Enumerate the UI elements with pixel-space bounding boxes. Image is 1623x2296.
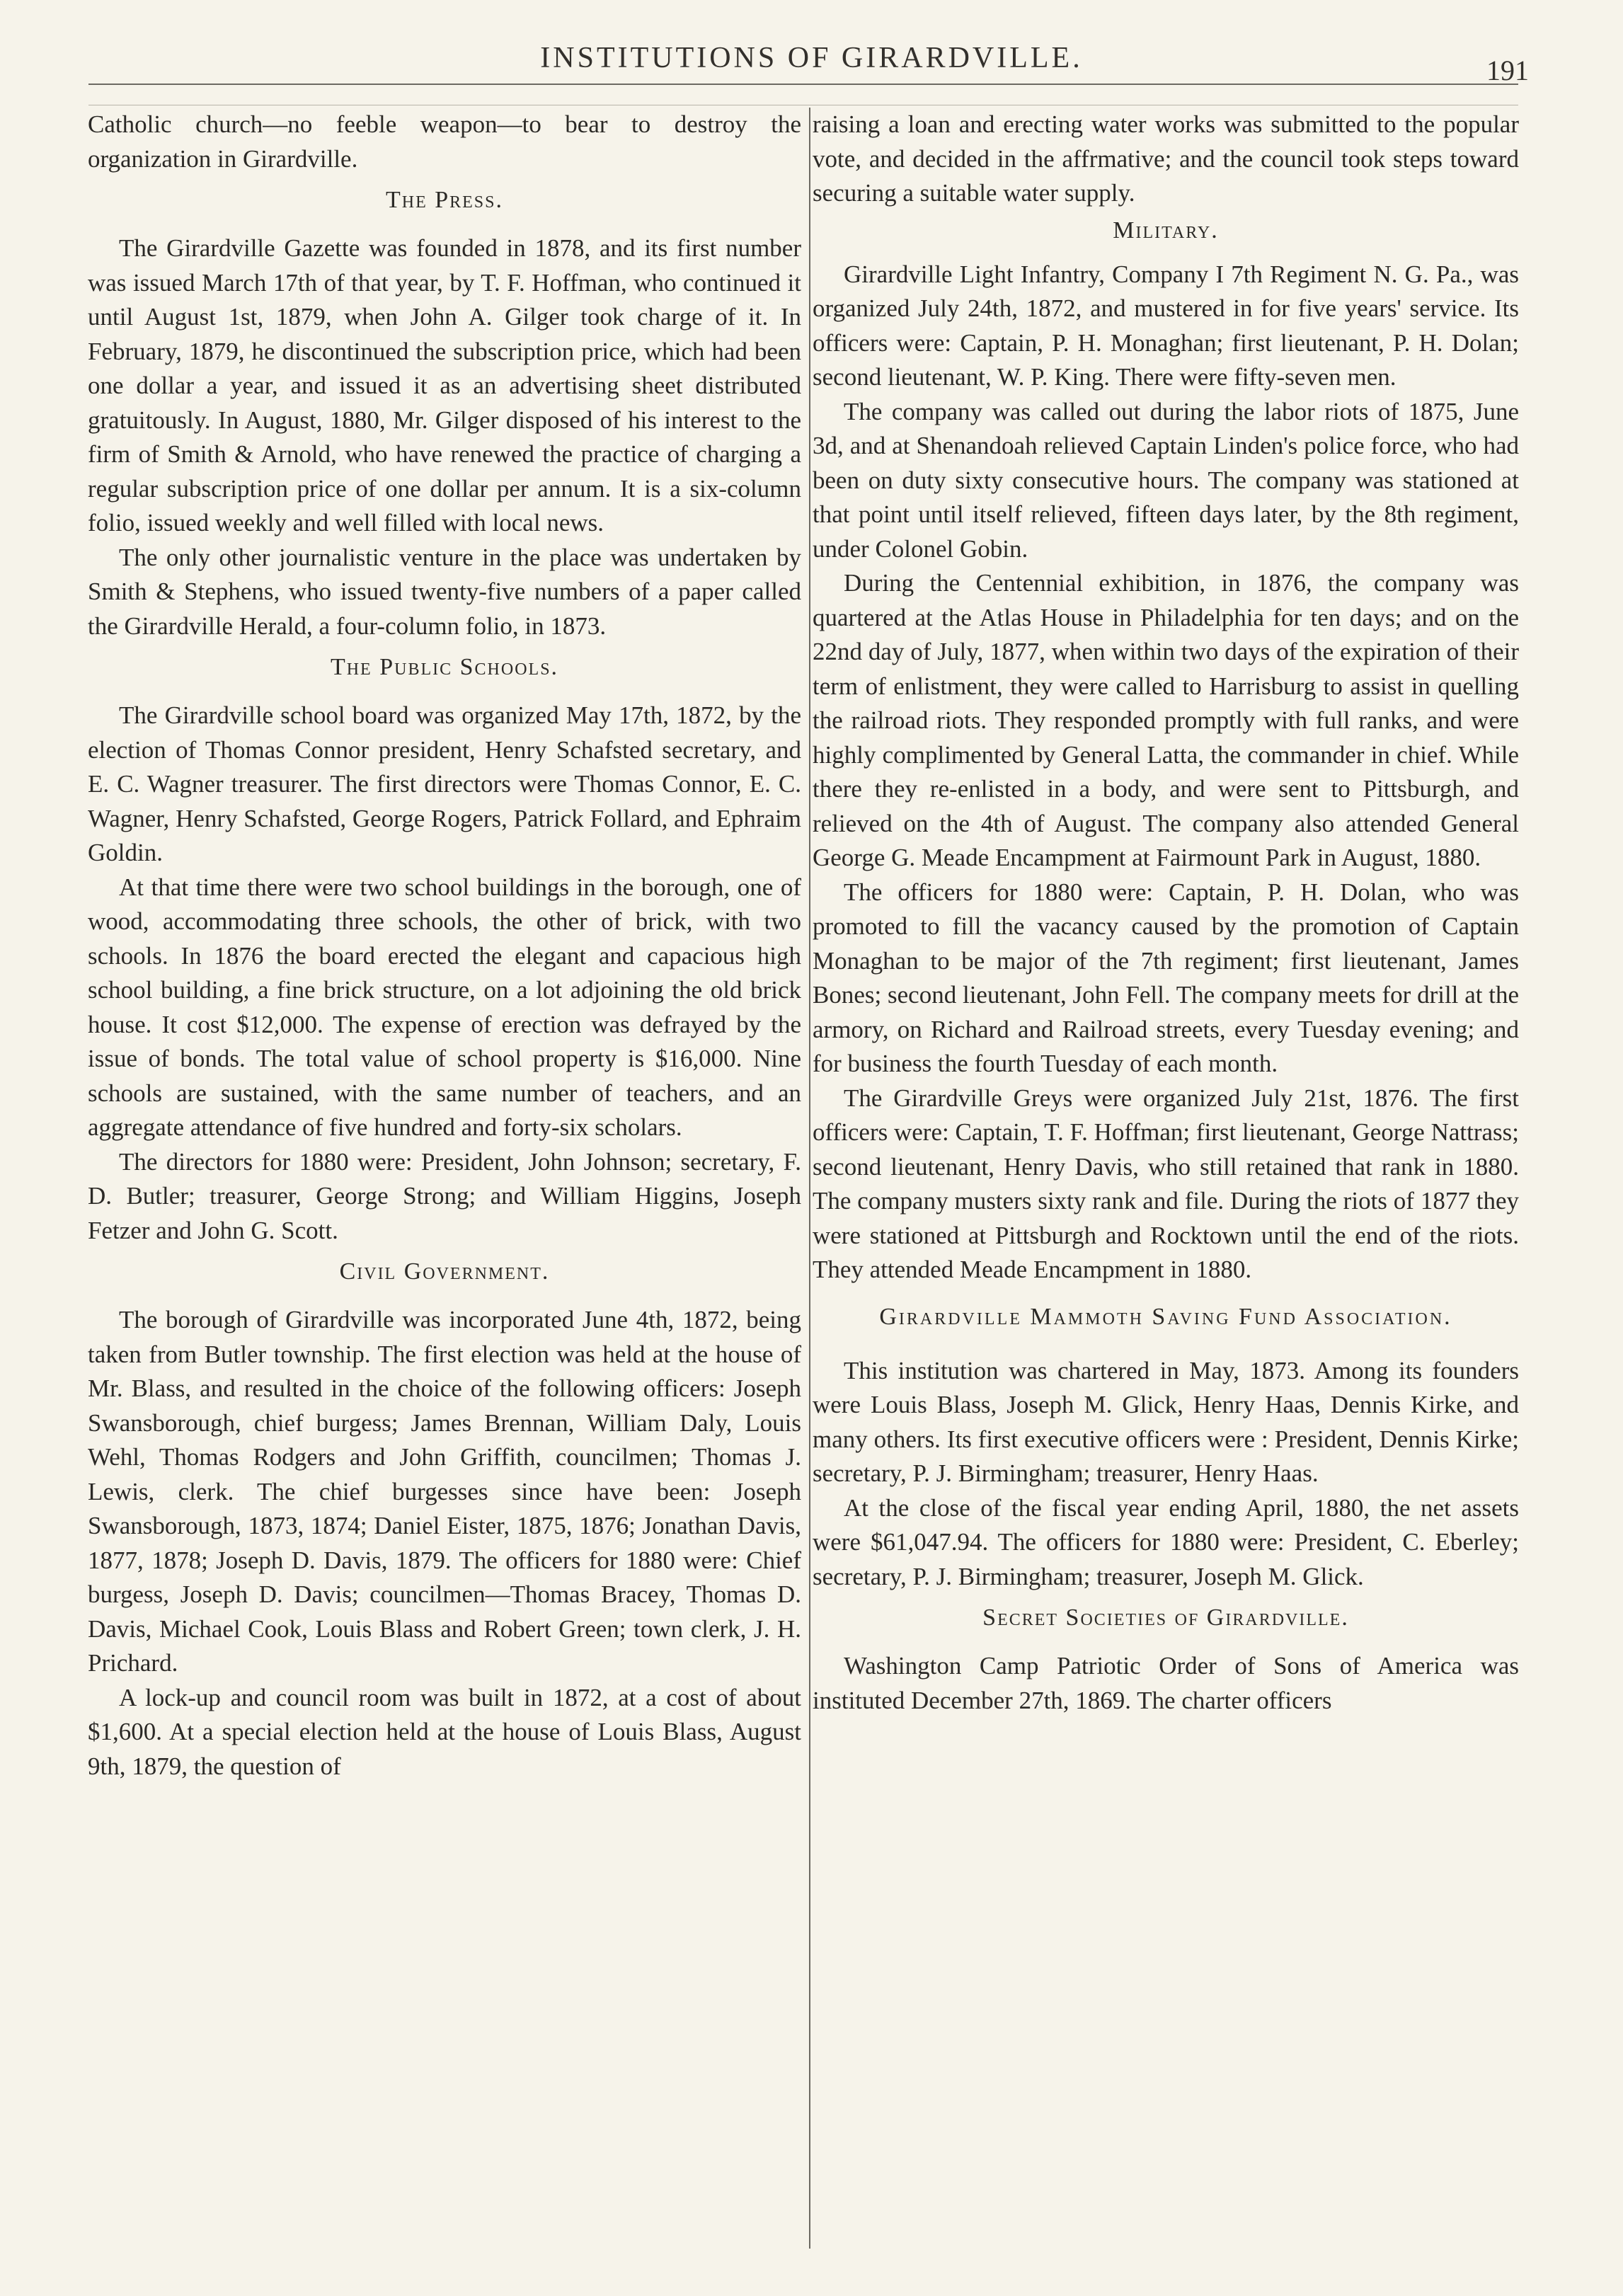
header-rule	[88, 84, 1518, 85]
heading-public-schools: The Public Schools.	[330, 654, 559, 680]
paragraph-schools-3: The directors for 1880 were: President, John Johnson; secretary, F. D. Butler; treasurer, George Strong; and William Higgins, Joseph Fetzer and John G. Scott.	[88, 1147, 801, 1244]
heading-press: The Press.	[385, 187, 504, 213]
heading-secret-societies: Secret Societies of Girardville.	[982, 1605, 1349, 1631]
left-column	[88, 108, 801, 1784]
paragraph-military-3: During the Centennial exhibition, in 1876, the company was quartered at the Atlas House in Philadelphia for ten days; and on the 22nd day of July, 1877, when within two days of the expiration of their term of enlistment, they were called to Harrisburg to assist in quelling the railroad riots. They responded promptly with full ranks, and were highly complimented by General Latta, the commander in chief. While there they re-enlisted in a body, and were sent to Pittsburgh, and relieved on the 4th of August. The company also attended General George G. Meade Encampment at Fairmount Park in August, 1880.	[813, 569, 1519, 871]
heading-civil-government: Civil Government.	[339, 1258, 550, 1285]
paragraph-civil-1: The borough of Girardville was incorporated June 4th, 1872, being taken from Butler township. The first election was held at the house of Mr. Blass, and resulted in the choice of the following officers: Joseph Swansborough, chief burgess; James Brennan, William Daly, Louis Wehl, Thomas Rodgers and John Griffith, councilmen; Thomas J. Lewis, clerk. The chief burgesses since have been: Joseph Swansborough, 1873, 1874; Daniel Eister, 1875, 1876; Jonathan Davis, 1877, 1878; Joseph D. Davis, 1879. The officers for 1880 were: Chief burgess, Joseph D. Davis; councilmen—Thomas Bracey, Thomas D. Davis, Michael Cook, Louis Blass and Robert Green; town clerk, J. H. Prichard.	[88, 1306, 801, 1677]
paragraph-military-5: The Girardville Greys were organized July 21st, 1876. The first officers were: Captain, T. F. Hoffman; first lieutenant, George Nattrass; second lieutenant, Henry Davis, who still retained that rank in 1880. The company musters sixty rank and file. During the riots of 1877 they were stationed at Pittsburgh and Rocktown until the end of the riots. They attended Meade Encampment in 1880.	[813, 1084, 1519, 1283]
paragraph-press-1: The Girardville Gazette was founded in 1878, and its first number was issued March 17th of that year, by T. F. Hoffman, who continued it until August 1st, 1879, when John A. Gilger took charge of it. In February, 1879, he discontinued the subscription price, which had been one dollar a year, and issued it as an advertising sheet distributed gratuitously. In August, 1880, Mr. Gilger disposed of his interest to the firm of Smith & Arnold, who have renewed the practice of charging a regular subscription price of one dollar per annum. It is a six-column folio, issued weekly and well filled with local news.	[88, 234, 801, 536]
paragraph-schools-2: At that time there were two school buildings in the borough, one of wood, accommodating three schools, the other of brick, with two schools. In 1876 the board erected the elegant and capacious high school building, a fine brick structure, on a lot adjoining the old brick house. It cost $12,000. The expense of erection was defrayed by the issue of bonds. The total value of school property is $16,000. Nine schools are sustained, with the same number of teachers, and an aggregate attendance of five hundred and forty-six scholars.	[88, 873, 801, 1141]
heading-saving-fund: Girardville Mammoth Saving Fund Association.	[879, 1303, 1452, 1330]
paragraph-intro: Catholic church—no feeble weapon—to bear to destroy the organization in Girardville.	[88, 110, 801, 173]
paragraph-press-2: The only other journalistic venture in the place was undertaken by Smith & Stephens, who issued twenty-five numbers of a paper called the Girardville Herald, a four-column folio, in 1873.	[88, 543, 801, 640]
paragraph-civil-2: A lock-up and council room was built in 1872, at a cost of about $1,600. At a special election held at the house of Louis Blass, August 9th, 1879, the question of	[88, 1683, 801, 1780]
paragraph-secret-1: Washington Camp Patriotic Order of Sons of America was instituted December 27th, 1869. The charter officers	[813, 1652, 1519, 1714]
running-head: INSTITUTIONS OF GIRARDVILLE.	[540, 42, 1083, 74]
page-number: 191	[1486, 54, 1529, 86]
paragraph-water: raising a loan and erecting water works was submitted to the popular vote, and decided in the affrmative; and the council took steps toward securing a suitable water supply.	[813, 110, 1519, 207]
heading-military: Military.	[1113, 217, 1219, 243]
paragraph-saving-1: This institution was chartered in May, 1873. Among its founders were Louis Blass, Joseph M. Glick, Henry Haas, Dennis Kirke, and many others. Its first executive officers were : President, Dennis Kirke; secretary, P. J. Birmingham; treasurer, Henry Haas.	[813, 1356, 1519, 1487]
paragraph-military-2: The company was called out during the labor riots of 1875, June 3d, and at Shenandoah relieved Captain Linden's police force, who had been on duty sixty consecutive hours. The company was stationed at that point until itself relieved, fifteen days later, by the 8th regiment, under Colonel Gobin.	[813, 397, 1519, 563]
paragraph-military-4: The officers for 1880 were: Captain, P. H. Dolan, who was promoted to fill the vacancy caused by the promotion of Captain Monaghan to be major of the 7th regiment; first lieutenant, James Bones; second lieutenant, John Fell. The company meets for drill at the armory, on Richard and Railroad streets, every Tuesday evening; and for business the fourth Tuesday of each month.	[813, 878, 1519, 1077]
column-divider	[809, 108, 810, 2249]
right-column	[813, 108, 1519, 1718]
paragraph-schools-1: The Girardville school board was organized May 17th, 1872, by the election of Thomas Connor president, Henry Schafsted secretary, and E. C. Wagner treasurer. The first directors were Thomas Connor, E. C. Wagner, Henry Schafsted, George Rogers, Patrick Follard, and Ephraim Goldin.	[88, 701, 801, 866]
paragraph-saving-2: At the close of the fiscal year ending April, 1880, the net assets were $61,047.94. The officers for 1880 were: President, C. Eberley; secretary, P. J. Birmingham; treasurer, Joseph M. Glick.	[813, 1493, 1519, 1590]
paragraph-military-1: Girardville Light Infantry, Company I 7th Regiment N. G. Pa., was organized July 24th, 1872, and mustered in for five years' service. Its officers were: Captain, P. H. Monaghan; first lieutenant, P. H. Dolan; second lieutenant, W. P. King. There were fifty-seven men.	[813, 260, 1519, 391]
